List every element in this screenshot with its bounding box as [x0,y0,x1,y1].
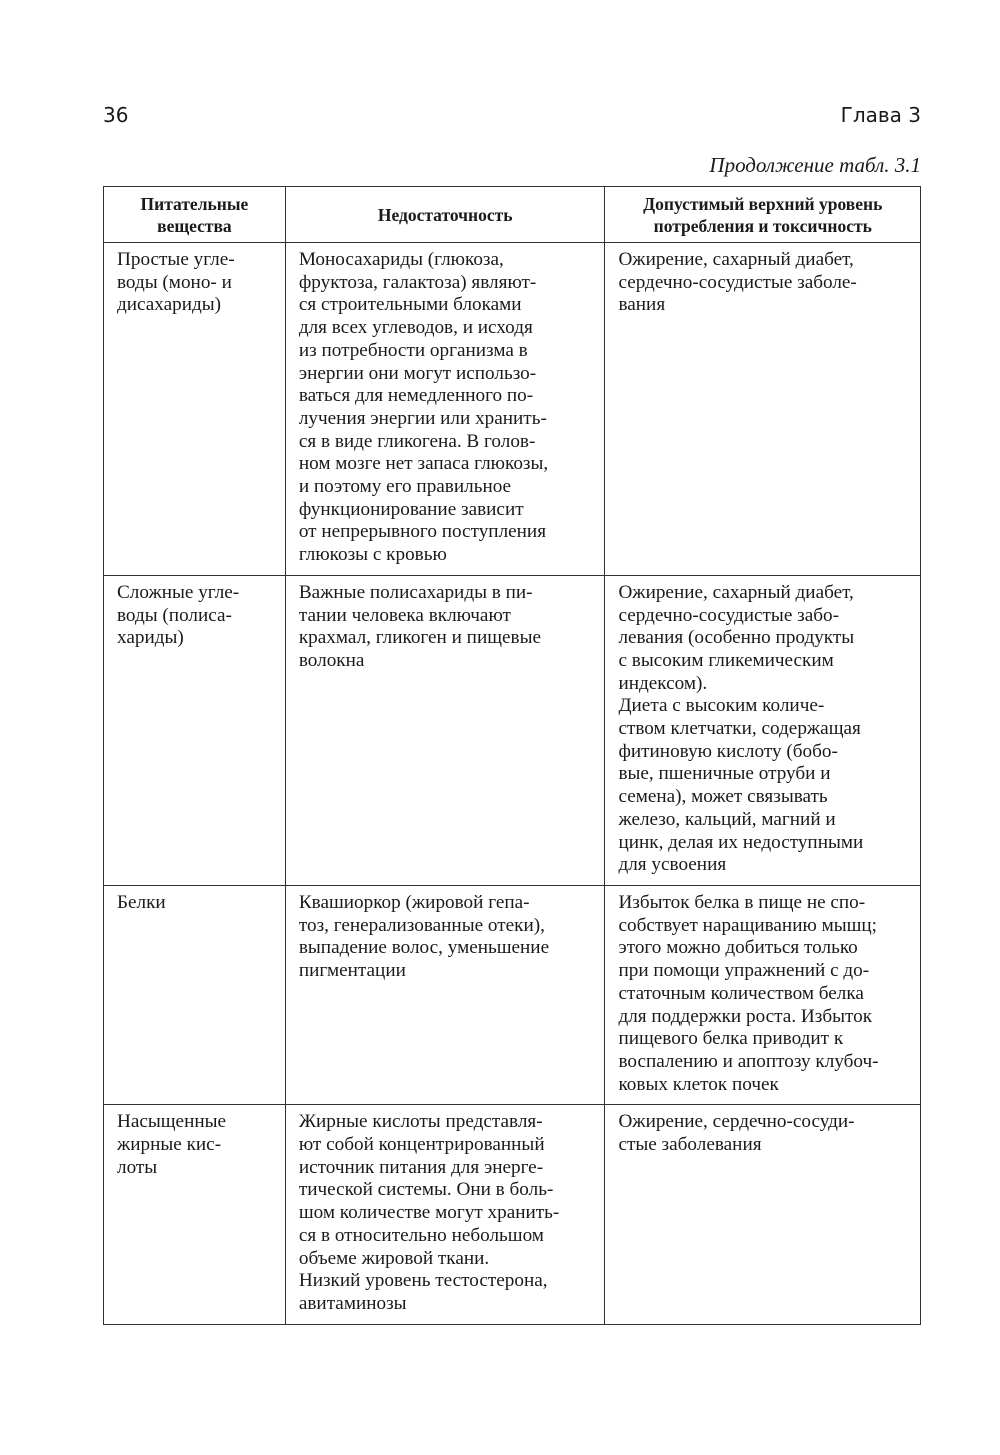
table-row [104,1105,921,1324]
cell-nutrient: Сложные угле- воды (полиса- хариды) [104,575,286,885]
nutrients-table [103,186,921,1325]
table-row [104,885,921,1104]
cell-toxicity: Ожирение, сахарный диабет, сердечно-сосудистые заболе- вания [605,243,921,576]
table-continuation-label: Продолжение табл. 3.1 [709,153,921,177]
table-header-row [104,187,921,243]
cell-toxicity: Ожирение, сердечно-сосуди- стые заболевания [605,1105,921,1324]
cell-deficiency: Жирные кислоты представля- ют собой концентрированный источник питания для энерге- тической системы. Они в боль- шом количестве могут хранить- ся в относительно небольшом объеме жировой ткани. Низкий уровень тестостерона, авитаминозы [285,1105,605,1324]
cell-toxicity: Избыток белка в пище не спо- собствует наращиванию мышц; этого можно добиться только при помощи упражнений с до- статочным количеством белка для поддержки роста. Избыток пищевого белка приводит к воспалению и апоптозу клубоч- ковых клеток почек [605,885,921,1104]
header-toxicity: Допустимый верхний уровень потребления и токсичность [605,187,921,243]
chapter-title: Глава 3 [840,103,921,127]
cell-deficiency: Важные полисахариды в пи- тании человека включают крахмал, гликоген и пищевые волокна [285,575,605,885]
cell-toxicity: Ожирение, сахарный диабет, сердечно-сосудистые забо- левания (особенно продукты с высоким гликемическим индексом). Диета с высоким количе- ством клетчатки, содержащая фитиновую кислоту (бобо- вые, пшеничные отруби и семена), может связывать железо, кальций, магний и цинк, делая их недоступными для усвоения [605,575,921,885]
page-number: 36 [103,103,129,127]
cell-deficiency: Моносахариды (глюкоза, фруктоза, галактоза) являют- ся строительными блоками для всех углеводов, и исходя из потребности организма в энергии они могут использо- ваться для немедленного по- лучения энергии или хранить- ся в виде гликогена. В голов- ном мозге нет запаса глюкозы, и поэтому его правильное функционирование зависит от непрерывного поступления глюкозы с кровью [285,243,605,576]
cell-deficiency: Квашиоркор (жировой гепа- тоз, генерализованные отеки), выпадение волос, уменьшение пигментации [285,885,605,1104]
table-row [104,575,921,885]
header-nutrients: Питательные вещества [104,187,286,243]
table-row [104,243,921,576]
cell-nutrient: Насыщенные жирные кис- лоты [104,1105,286,1324]
cell-nutrient: Простые угле- воды (моно- и дисахариды) [104,243,286,576]
header-deficiency: Недостаточность [285,187,605,243]
cell-nutrient: Белки [104,885,286,1104]
page-header [103,103,921,133]
